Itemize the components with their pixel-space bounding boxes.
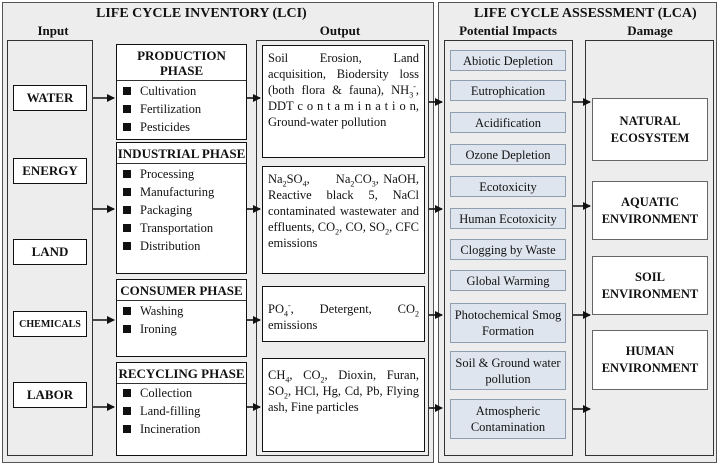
phase-item: Incineration bbox=[117, 420, 246, 438]
input-energy: ENERGY bbox=[13, 158, 87, 184]
phase-item: Pesticides bbox=[117, 118, 246, 136]
input-heading: Input bbox=[37, 23, 69, 38]
input-water: WATER bbox=[13, 85, 87, 111]
input-chemicals: CHEMICALS bbox=[13, 311, 87, 337]
input-labor: LABOR bbox=[13, 382, 87, 408]
lci-title: LIFE CYCLE INVENTORY (LCI) bbox=[96, 6, 307, 21]
phase-item: Processing bbox=[117, 165, 246, 183]
phase-item: Transportation bbox=[117, 219, 246, 237]
input-land: LAND bbox=[13, 239, 87, 265]
impact-eutrophication: Eutrophication bbox=[450, 80, 566, 101]
impact-clogging-by-waste: Clogging by Waste bbox=[450, 239, 566, 260]
phase-item: Washing bbox=[117, 302, 246, 320]
output-consumer: $PO_4^-$, Detergent, $CO_2$ emissions bbox=[262, 286, 425, 342]
phase-item: Packaging bbox=[117, 201, 246, 219]
impact-photochemical-smog: Photochemical Smog Formation bbox=[450, 303, 566, 343]
phase-item: Distribution bbox=[117, 237, 246, 255]
damage-heading: Damage bbox=[627, 23, 673, 38]
output-heading: Output bbox=[319, 23, 361, 38]
impact-human-ecotoxicity: Human Ecotoxicity bbox=[450, 208, 566, 229]
output-industrial: $Na_2SO_4$, $Na_2CO_3$, NaOH, Reactive black 5, NaCl contaminated wastewater and effluents, $CO_2$, CO, $SO_2$, CFC emissions bbox=[262, 166, 425, 274]
damage-aquatic-environment: AQUATIC ENVIRONMENT bbox=[592, 181, 708, 240]
production-phase-title: PRODUCTION PHASE bbox=[137, 48, 226, 78]
output-production: Soil Erosion, Land acquisition, Biodersity loss (both flora & fauna), $NH_3^-$, DDT c o n t a m i n a t i o n, Ground-water pollution bbox=[262, 45, 425, 158]
impact-acidification: Acidification bbox=[450, 112, 566, 133]
impact-soil-ground-water: Soil & Ground water pollution bbox=[450, 351, 566, 390]
phase-item: Cultivation bbox=[117, 82, 246, 100]
damage-soil-environment: SOIL ENVIRONMENT bbox=[592, 256, 708, 315]
impact-ecotoxicity: Ecotoxicity bbox=[450, 176, 566, 197]
phase-item: Ironing bbox=[117, 320, 246, 338]
lca-title: LIFE CYCLE ASSESSMENT (LCA) bbox=[474, 6, 697, 21]
damage-natural-ecosystem: NATURAL ECOSYSTEM bbox=[592, 98, 708, 161]
impacts-heading: Potential Impacts bbox=[459, 23, 557, 38]
phase-item: Manufacturing bbox=[117, 183, 246, 201]
impact-abiotic-depletion: Abiotic Depletion bbox=[450, 50, 566, 71]
industrial-phase-title: INDUSTRIAL PHASE bbox=[117, 146, 246, 161]
consumer-phase-title: CONSUMER PHASE bbox=[120, 283, 243, 298]
phase-item: Land-filling bbox=[117, 402, 246, 420]
phase-item: Fertilization bbox=[117, 100, 246, 118]
impact-atmospheric-contamination: Atmospheric Contamination bbox=[450, 399, 566, 439]
phase-item: Collection bbox=[117, 384, 246, 402]
output-recycling: $CH_4$, $CO_2$, Dioxin, Furan, $SO_2$, HCl, Hg, Cd, Pb, Flying ash, Fine particles bbox=[262, 358, 425, 452]
impact-global-warming: Global Warming bbox=[450, 270, 566, 291]
recycling-phase-title: RECYCLING PHASE bbox=[118, 366, 245, 381]
damage-human-environment: HUMAN ENVIRONMENT bbox=[592, 330, 708, 390]
impact-ozone-depletion: Ozone Depletion bbox=[450, 144, 566, 165]
